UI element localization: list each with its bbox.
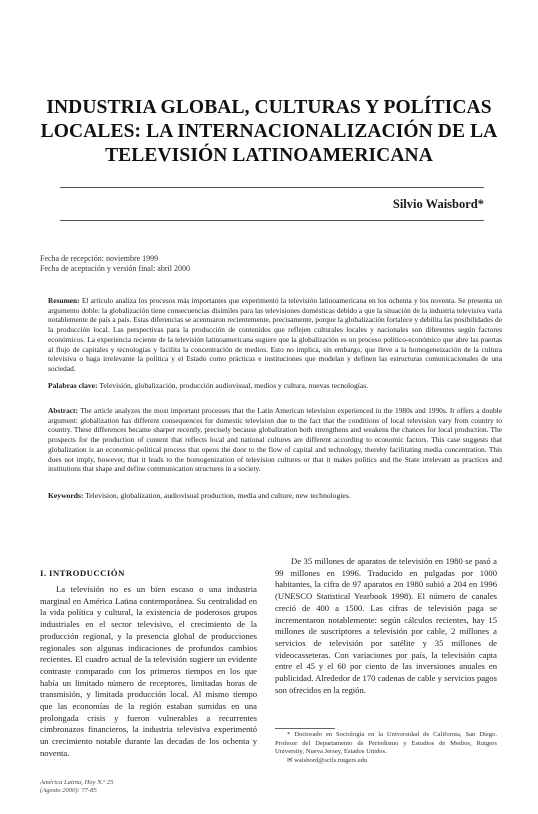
- keywords-label: Keywords:: [48, 491, 84, 500]
- accepted-date: Fecha de aceptación y versión final: abril 2000: [40, 264, 190, 273]
- article-title: INDUSTRIA GLOBAL, CULTURAS Y POLÍTICAS LOCALES: LA INTERNACIONALIZACIÓN DE LA TELEVISIÓN LATINOAMERICANA: [40, 97, 498, 166]
- section-heading: I. INTRODUCCIÓN: [40, 568, 125, 578]
- abstract-paragraph: [48, 406, 502, 474]
- author-name: Silvio Waisbord*: [392, 197, 484, 211]
- right-column: [275, 556, 497, 696]
- title-rule-top: [60, 187, 484, 188]
- intro-paragraph-left: La televisión no es un bien escaso o una industria marginal en América Latina contemporánea. Su centralidad en la vida política y cultural, la existencia de poderosos grupos industriales en el sector televisivo, el crecimiento de la producción regional, y la presencia global de producciones regionales son algunas indicaciones de profundos cambios recientes. El cuadro actual de la televisión sugiere un evidente contraste comparado con los primeros tiempos en los que había un limitado número de receptores, limitadas horas de transmisión, y limitada producción local. Al mismo tiempo que las economías de la región estaban sumidas en una prolongada crisis y fueron vulnerables a recurrentes cimbronazos financieros, la industria televisiva experimentó un crecimiento notable durante las decadas de los ochenta y noventa.: [40, 584, 257, 758]
- intro-paragraph-right: De 35 millones de aparatos de televisión en 1980 se pasó a 99 millones en 1996. Traducido en pulgadas por 1000 habitantes, la cifra de 97 aparatos en 1980 subió a 204 en 1996 (UNESCO Statistical Yearbook 1998). El número de canales creció de 400 a 1500. Las cifras de televisión paga se incrementaron notablemente: según cálculos recientes, hay 15 millones de suscriptores a televisión por cable, 2 millones a servicios de televisión por satélite y 35 millones de videocasseteras. Con variaciones por país, la televisión capta entre el 45 y el 60 por ciento de las inversiones anuales en publicidad. Alrededor de 170 cadenas de cable y servicios pagos son ofrecidos en la región.: [275, 556, 497, 695]
- title-rule-bottom: [60, 220, 484, 221]
- footnote-text: * Doctorado en Sociología en la Universidad de California, San Diego. Profesor del Departamento de Periodismo y Estudios de Medios, Rutgers University, Nueva Jersey, Estados Unidos.: [275, 731, 497, 756]
- abstract-label: Abstract:: [48, 406, 78, 415]
- footnote-email: ✉ waisbord@scils.rutgers.edu: [287, 756, 368, 764]
- footnote-rule: [275, 728, 335, 729]
- resumen-label: Resumen:: [48, 296, 80, 305]
- abstract-text: The article analyzes the most important processes that the Latin American television experienced in the 1980s and 1990s. It offers a double argument: globalization has different consequences for domestic television due to the fact that the conditions of local television vary from country to country. These differences became sharper recently, precisely because globalization both strengthens and weakens the chances for local production. The prospects for the production of content that reflects local and national cultures are different according to economic factors. This case suggests that globalization is an economic-political process that opens the door to the flow of capital and technology, thereby facilitating media concentration. This does not imply, however, that it leads to the homogenization of television cultures or that it makes politics and the State irrelevant as practices and institutions that shape and define communication structures in a society.: [48, 406, 502, 474]
- resumen-text: El artículo analiza los procesos más importantes que experimentó la televisión latinoamericana en los ochenta y los noventa. Se presenta un argumento doble: la globalización tiene consecuencias disímiles para las televisiones domésticas debido a que la situación de la industria televisiva varía notablemente de país a país. Estas diferencias se acentuaron recientemente, precisamente, porque la globalización fortalece y debilita las posibilidades de la producción local. Las perspectivas para la producción de contenidos que reflejen culturales locales y nacionales son diferentes según factores económicos. La experiencia reciente de la televisión latinoamericana sugiere que la globalización es un proceso político-económico que abre las puertas al flujo de capitales y tecnologías y facilita la concentración de medios. Esto no implica, sin embargo, que lleve a la homogeneización de la cultura televisiva o haga irrelevante la política y el Estado como prácticas e instituciones que modelan y definen las estructuras comunicacionales de una sociedad.: [48, 296, 503, 373]
- palabras-clave-text: Televisión, globalización, producción audiovisual, medios y cultura, nuevas tecnologías.: [99, 381, 369, 390]
- journal-issue: (Agosto 2000): 77-85: [40, 787, 97, 794]
- author-footnote: [275, 731, 497, 765]
- keywords-paragraph: [48, 491, 502, 501]
- palabras-clave-label: Palabras clave:: [48, 381, 98, 390]
- palabras-clave-paragraph: [48, 381, 502, 391]
- journal-citation: [40, 779, 113, 795]
- submission-dates: [40, 254, 190, 274]
- received-date: Fecha de recepción: noviembre 1999: [40, 254, 159, 263]
- journal-name: América Latina, Hoy N.º 25: [40, 779, 114, 786]
- resumen-paragraph: [48, 296, 502, 374]
- keywords-text: Television, globalization, audiovisual production, media and culture, new technologies.: [85, 491, 351, 500]
